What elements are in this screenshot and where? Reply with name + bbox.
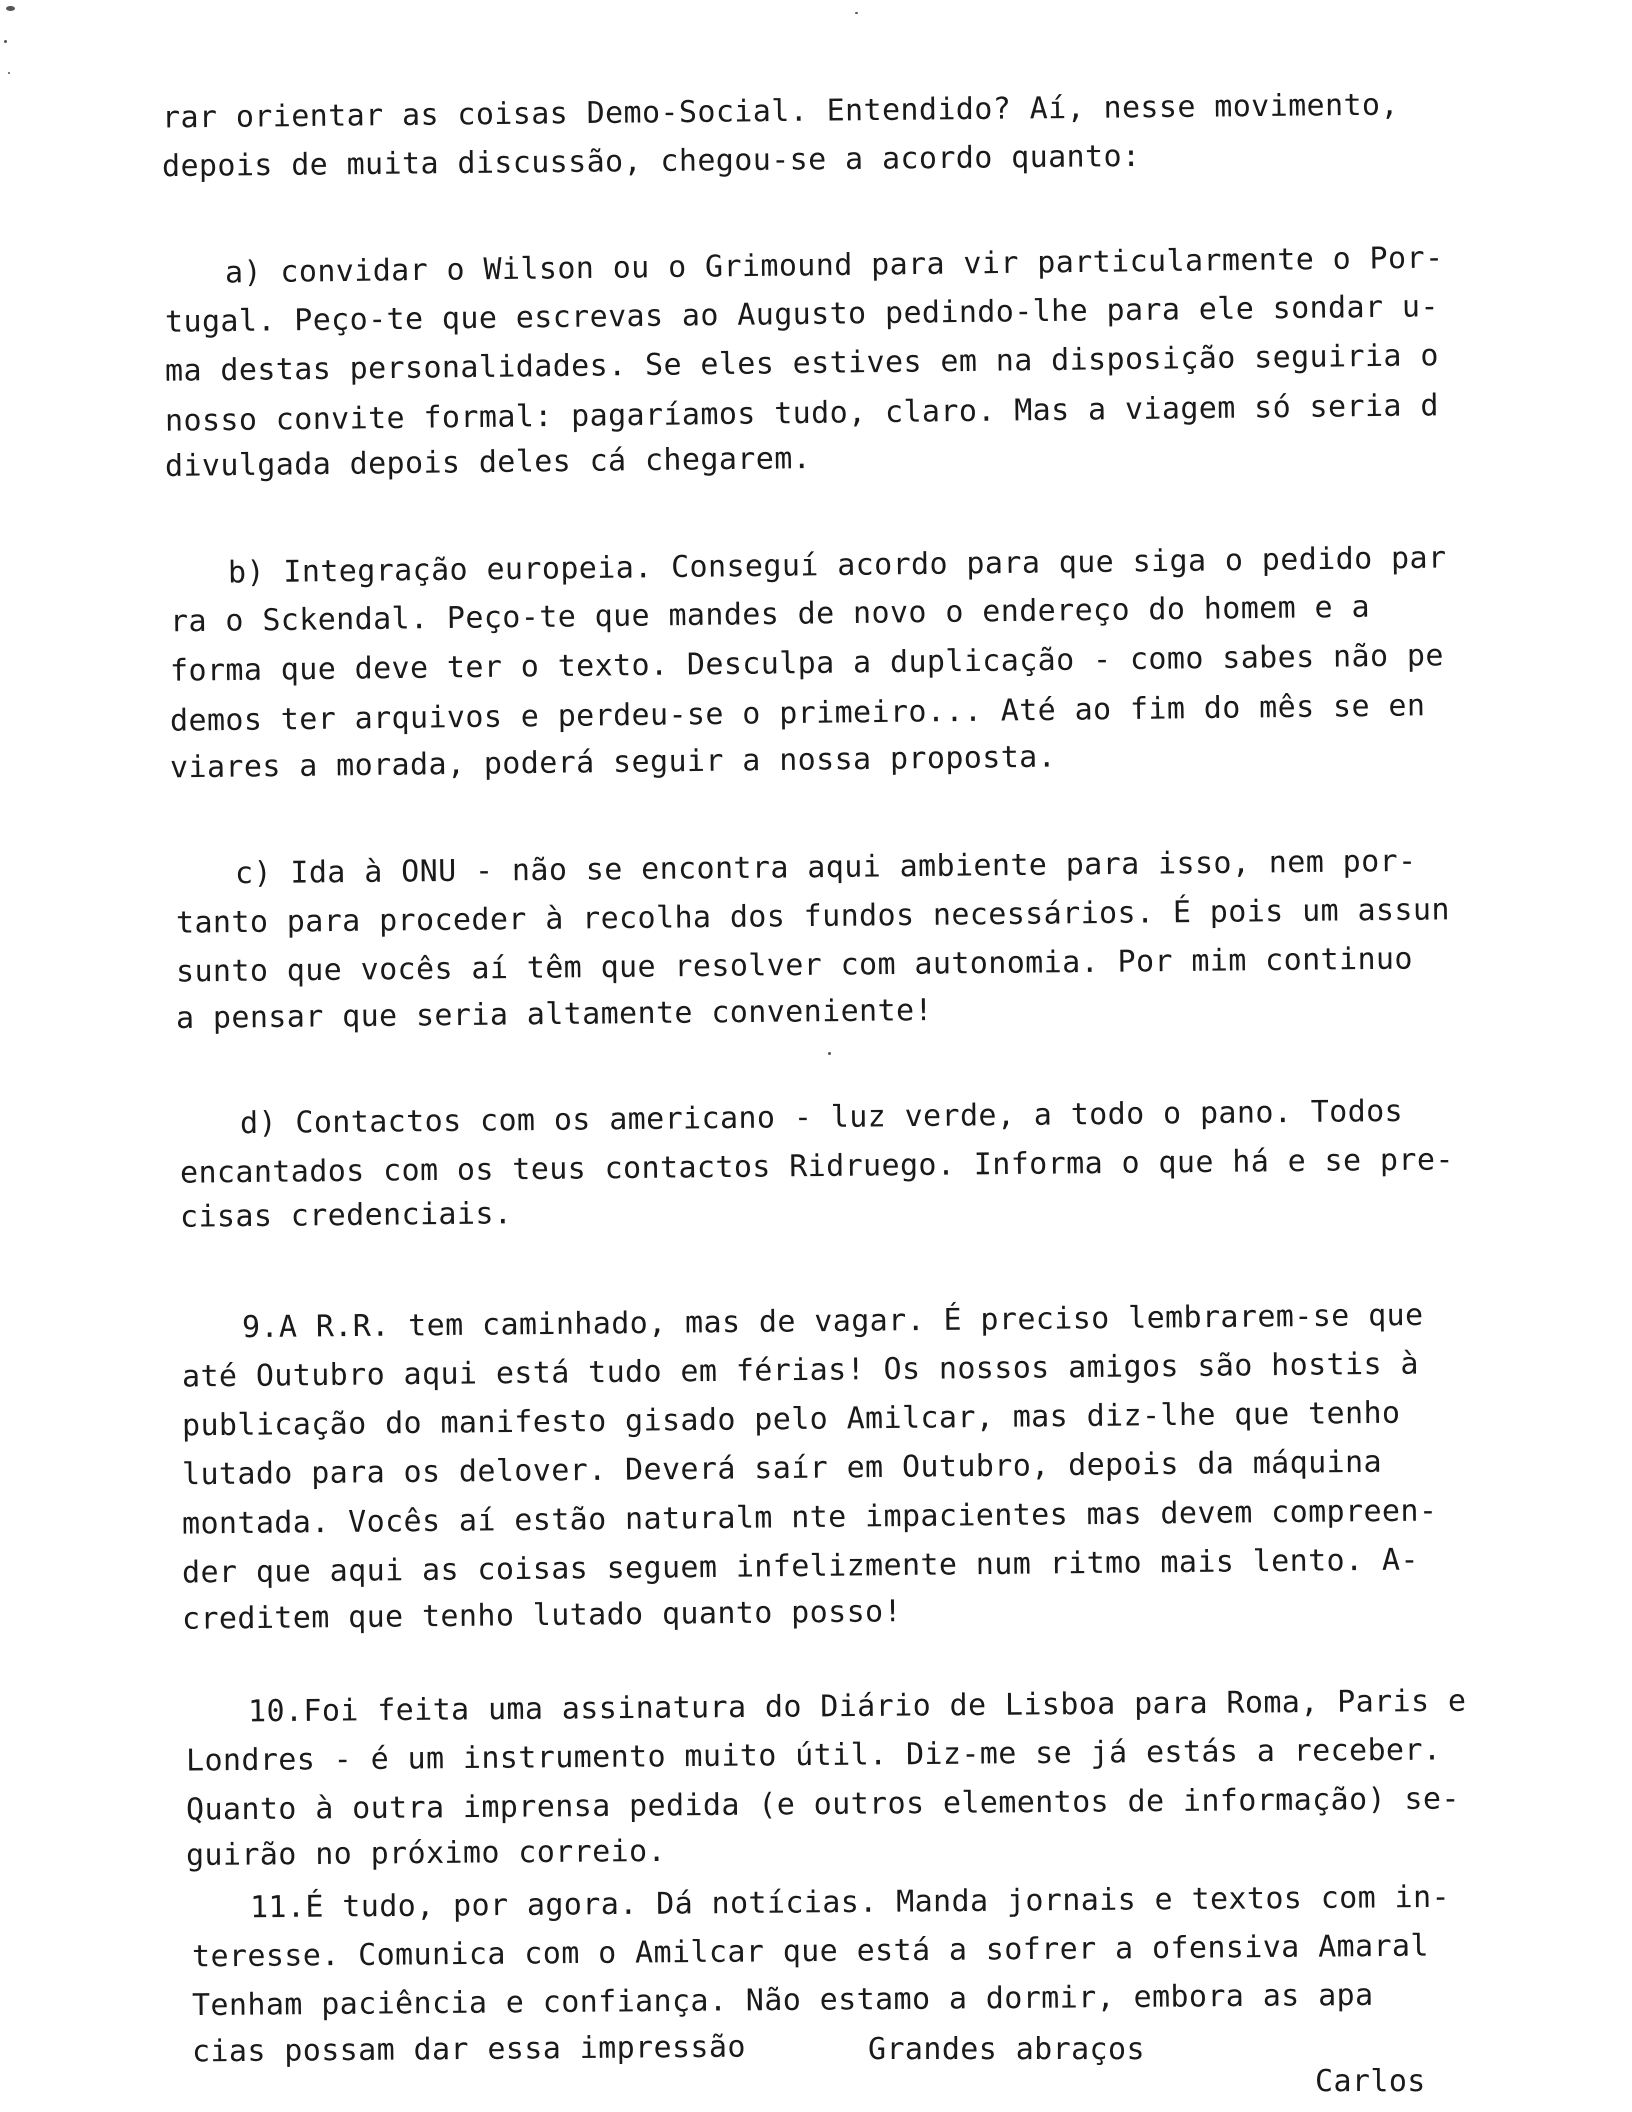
text-line: guirão no próximo correio.: [185, 1833, 667, 1874]
text-line: sunto que vocês aí têm que resolver com autonomia. Por mim continuo: [175, 941, 1414, 990]
text-line: até Outubro aqui está tudo em férias! Os nossos amigos são hostis à: [181, 1346, 1420, 1395]
text-line: ma destas personalidades. Se eles estives em na disposição seguiria o: [164, 338, 1440, 389]
scan-speck: [6, 6, 15, 11]
closing-text: Grandes abraços: [868, 2032, 1145, 2067]
text-line: demos ter arquivos e perdeu-se o primeiro... Até ao fim do mês se en: [169, 688, 1426, 739]
text-line: montada. Vocês aí estão naturalm nte impacientes mas devem compreen-: [181, 1493, 1438, 1542]
text-line: ra o Sckendal. Peço-te que mandes de novo o endereço do homem e a: [169, 589, 1371, 640]
text-line: divulgada depois deles cá chegarem.: [164, 441, 812, 484]
signature: Carlos: [1315, 2064, 1426, 2099]
text-line: b) Integração europeia. Conseguí acordo para que siga o pedido par: [227, 540, 1447, 591]
text-line: c) Ida à ONU - não se encontra aqui ambiente para isso, nem por-: [234, 843, 1417, 892]
text-line: forma que deve ter o texto. Desculpa a duplicação - como sabes não pe: [169, 638, 1445, 689]
text-line: tanto para proceder à recolha dos fundos necessários. É pois um assun: [175, 892, 1451, 941]
text-line: depois de muita discussão, chegou-se a acordo quanto:: [161, 138, 1141, 185]
text-line: creditem que tenho lutado quanto posso!: [181, 1594, 903, 1637]
scan-speck: [4, 40, 7, 43]
text-line: lutado para os delover. Deverá saír em Outubro, depois da máquina: [181, 1444, 1383, 1493]
text-line: viares a morada, poderá seguir a nossa proposta.: [169, 739, 1057, 786]
text-line: 9.A R.R. tem caminhado, mas de vagar. É preciso lembrarem-se que: [241, 1297, 1424, 1346]
text-line: nosso convite formal: pagaríamos tudo, claro. Mas a viagem só seria d: [164, 388, 1440, 439]
text-line: 10.Foi feita uma assinatura do Diário de Lisboa para Roma, Paris e: [247, 1683, 1467, 1730]
text-line: cias possam dar essa impressão: [191, 2029, 746, 2070]
scan-speck: [855, 12, 858, 14]
text-line: rar orientar as coisas Demo-Social. Entendido? Aí, nesse movimento,: [161, 87, 1400, 136]
text-line: d) Contactos com os americano - luz verde, a todo o pano. Todos: [239, 1093, 1404, 1142]
text-line: Tenham paciência e confiança. Não estamo a dormir, embora as apa: [191, 1977, 1374, 2024]
text-line: Quanto à outra imprensa pedida (e outros elementos de informação) se-: [185, 1781, 1460, 1828]
scan-speck: [828, 1052, 831, 1055]
text-line: der que aqui as coisas seguem infelizmente num ritmo mais lento. A-: [181, 1542, 1420, 1591]
text-line: cisas credenciais.: [179, 1196, 513, 1235]
text-line: a) convidar o Wilson ou o Grimound para vir particularmente o Por-: [224, 240, 1444, 291]
text-line: encantados com os teus contactos Ridruego. Informa o que há e se pre-: [179, 1142, 1455, 1191]
text-line: teresse. Comunica com o Amilcar que está a sofrer a ofensiva Amaral: [191, 1928, 1430, 1975]
text-line: publicação do manifesto gisado pelo Amilcar, mas diz-lhe que tenho: [181, 1395, 1401, 1444]
scan-speck: [8, 72, 10, 74]
text-line: a pensar que seria altamente conveniente!: [175, 993, 934, 1036]
text-line: 11.É tudo, por agora. Dá notícias. Manda jornais e textos com in-: [249, 1879, 1451, 1926]
text-line: Londres - é um instrumento muito útil. Diz-me se já estás a receber.: [185, 1732, 1442, 1779]
text-line: tugal. Peço-te que escrevas ao Augusto pedindo-lhe para ele sondar u-: [164, 289, 1440, 340]
